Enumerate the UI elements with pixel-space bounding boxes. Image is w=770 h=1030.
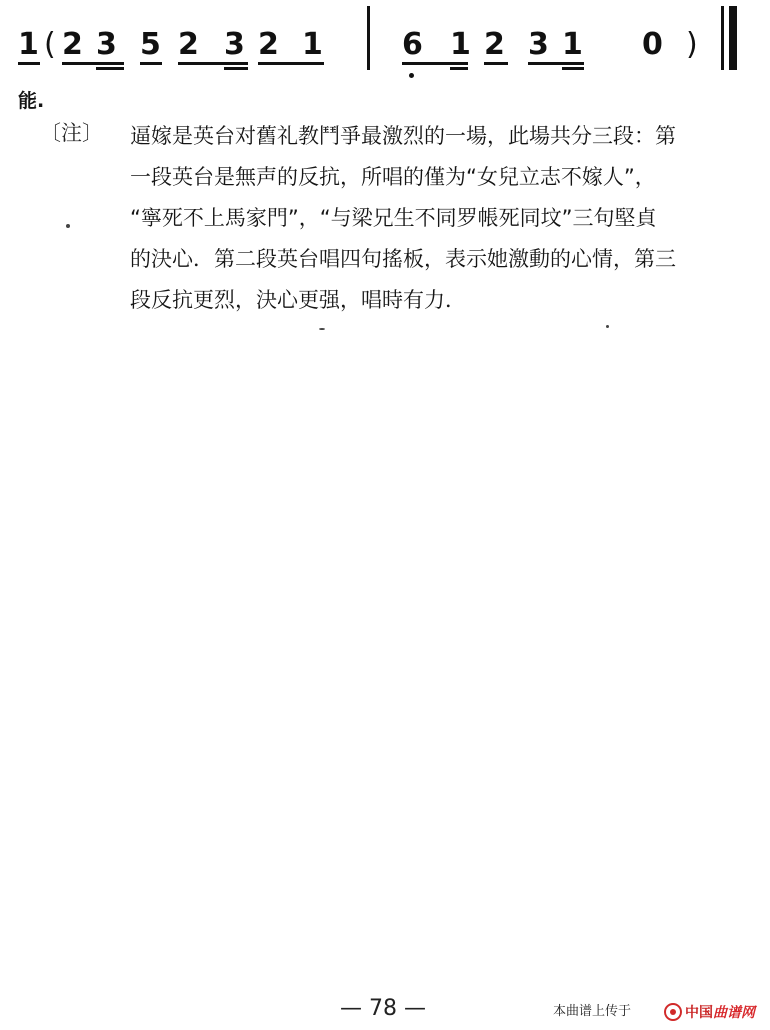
duration-underline bbox=[258, 62, 324, 65]
note: 2 bbox=[62, 27, 83, 62]
annotation-line: “寧死不上馬家門”，“与梁兄生不同罗帳死同坟”三句堅貞 bbox=[130, 206, 657, 230]
duration-underline bbox=[402, 62, 468, 65]
note: 3 bbox=[96, 27, 117, 62]
duration-underline bbox=[450, 67, 468, 70]
upload-note: 本曲谱上传于 bbox=[553, 1004, 632, 1019]
logo-mark-icon bbox=[664, 1003, 682, 1021]
duration-underline bbox=[178, 62, 248, 65]
note: 3 bbox=[528, 27, 549, 62]
scan-speck bbox=[319, 328, 325, 330]
note: 2 bbox=[258, 27, 279, 62]
site-logo[interactable] bbox=[664, 1002, 755, 1022]
note: 1 bbox=[562, 27, 583, 62]
barline bbox=[367, 6, 370, 70]
note: 2 bbox=[178, 27, 199, 62]
duration-underline bbox=[140, 62, 162, 65]
page-number: — 78 — bbox=[340, 996, 426, 1021]
annotation-text bbox=[130, 116, 750, 321]
note: 1 bbox=[302, 27, 323, 62]
note: 1 bbox=[18, 27, 39, 62]
duration-underline bbox=[484, 62, 508, 65]
scan-speck bbox=[66, 224, 70, 228]
annotation-line: 的決心．第二段英台唱四句搖板，表示她激動的心情，第三 bbox=[130, 247, 676, 271]
duration-underline bbox=[18, 62, 40, 65]
duration-underline bbox=[96, 67, 124, 70]
annotation-line: 逼嫁是英台对舊礼教鬥爭最激烈的一場，此場共分三段：第 bbox=[130, 124, 676, 148]
note: 3 bbox=[224, 27, 245, 62]
duration-underline bbox=[528, 62, 584, 65]
jianpu-notation-row bbox=[0, 0, 770, 90]
duration-underline bbox=[562, 67, 584, 70]
annotation-line: 段反抗更烈，決心更强，唱時有力． bbox=[130, 288, 466, 312]
final-barline-thin bbox=[721, 6, 724, 70]
annotation-line: 一段英台是無声的反抗，所唱的僅为“女兒立志不嫁人”， bbox=[130, 165, 656, 189]
close-parenthesis: ) bbox=[686, 27, 698, 62]
note: 6 bbox=[402, 27, 423, 62]
logo-text-sitename: 曲谱网 bbox=[713, 1005, 755, 1021]
lyric-syllable: 能. bbox=[18, 90, 45, 112]
note: 2 bbox=[484, 27, 505, 62]
scan-speck bbox=[606, 325, 609, 328]
final-barline-thick bbox=[729, 6, 737, 70]
duration-underline bbox=[224, 67, 248, 70]
note: 0 bbox=[642, 27, 663, 62]
logo-text-china: 中国 bbox=[685, 1005, 713, 1021]
note: 5 bbox=[140, 27, 161, 62]
duration-underline bbox=[62, 62, 124, 65]
annotation-label: 〔注〕 bbox=[40, 121, 103, 145]
low-octave-dot bbox=[409, 73, 414, 78]
open-parenthesis: ( bbox=[44, 27, 56, 62]
note: 1 bbox=[450, 27, 471, 62]
